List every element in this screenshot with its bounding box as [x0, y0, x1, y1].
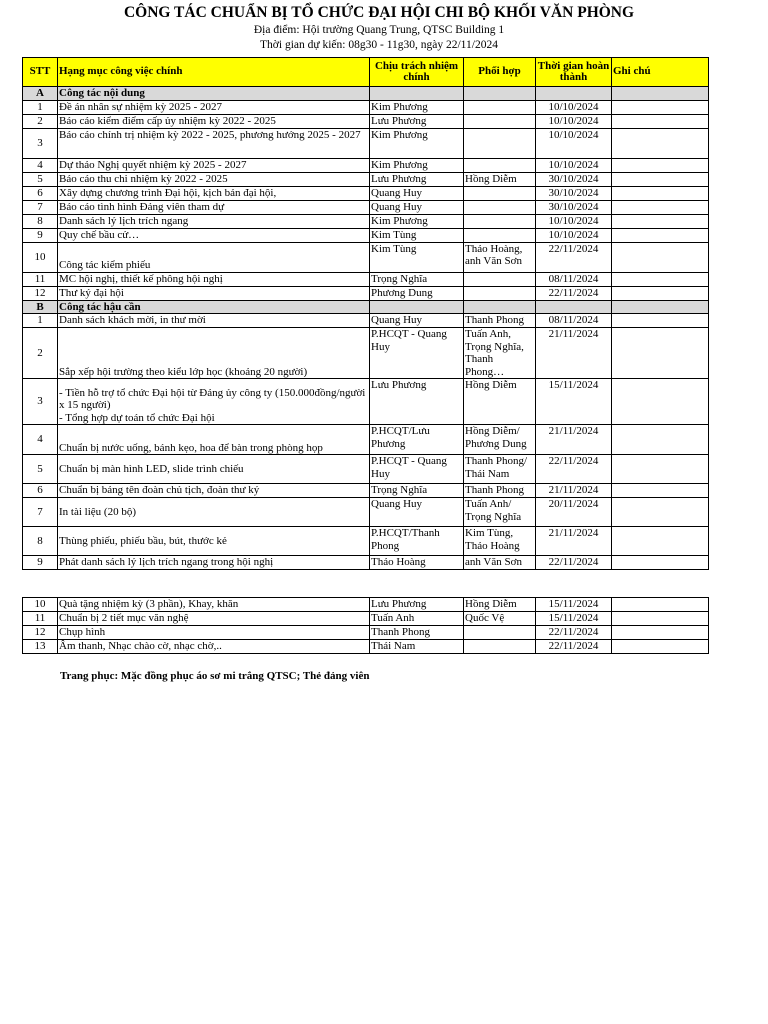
row-date: 08/11/2024 [536, 314, 612, 328]
row-owner: Lưu Phương [370, 114, 464, 128]
row-stt: 9 [23, 556, 58, 570]
row-task: Danh sách lý lịch trích ngang [58, 214, 370, 228]
row-support: Thảo Hoàng, anh Văn Sơn [464, 242, 536, 272]
row-owner: Lưu Phương [370, 598, 464, 612]
row-stt: 4 [23, 158, 58, 172]
row-stt: 5 [23, 455, 58, 484]
row-owner: P.HCQT/Lưu Phương [370, 425, 464, 455]
row-support: Hồng Diễm/ Phương Dung [464, 425, 536, 455]
row-stt: 12 [23, 286, 58, 300]
section-code: A [23, 87, 58, 101]
row-stt: 2 [23, 328, 58, 379]
header-owner: Chịu trách nhiệm chính [370, 58, 464, 87]
row-note [612, 425, 709, 455]
table-row [23, 598, 709, 612]
row-note [612, 158, 709, 172]
row-task: Chuẩn bị 2 tiết mục văn nghệ [58, 612, 370, 626]
row-note [612, 242, 709, 272]
table-row [23, 527, 709, 556]
row-owner: P.HCQT - Quang Huy [370, 455, 464, 484]
row-support [464, 214, 536, 228]
header-row [23, 58, 709, 87]
row-stt: 12 [23, 626, 58, 640]
row-support: anh Văn Sơn [464, 556, 536, 570]
row-stt: 4 [23, 425, 58, 455]
row-date: 22/11/2024 [536, 626, 612, 640]
row-support [464, 272, 536, 286]
table-row [23, 498, 709, 527]
row-stt: 2 [23, 114, 58, 128]
row-date: 22/11/2024 [536, 556, 612, 570]
table-row [23, 200, 709, 214]
row-owner: P.HCQT/Thanh Phong [370, 527, 464, 556]
row-owner: Kim Phương [370, 128, 464, 158]
row-stt: 10 [23, 242, 58, 272]
row-owner: Kim Tùng [370, 242, 464, 272]
task-line-1: - Tiền hỗ trợ tổ chức Đại hội từ Đảng ủy công ty (150.000đồng/người x 15 người) [59, 386, 366, 411]
table-row [23, 455, 709, 484]
row-note [612, 314, 709, 328]
row-note [612, 556, 709, 570]
table-row [23, 242, 709, 272]
row-support: Kim Tùng, Thảo Hoàng [464, 527, 536, 556]
row-task: Danh sách khách mời, in thư mời [58, 314, 370, 328]
row-support: Tuấn Anh, Trọng Nghĩa, Thanh Phong… [464, 328, 536, 379]
table-row [23, 158, 709, 172]
row-note [612, 527, 709, 556]
table-row [23, 425, 709, 455]
table-row [23, 272, 709, 286]
row-stt: 3 [23, 379, 58, 425]
task-table [22, 57, 709, 570]
row-stt: 1 [23, 100, 58, 114]
row-date: 10/10/2024 [536, 228, 612, 242]
row-date: 15/11/2024 [536, 379, 612, 425]
row-note [612, 598, 709, 612]
table-row [23, 228, 709, 242]
row-stt: 9 [23, 228, 58, 242]
row-task: Quy chế bầu cử… [58, 228, 370, 242]
row-task: Báo cáo thu chi nhiệm kỳ 2022 - 2025 [58, 172, 370, 186]
row-owner: Quang Huy [370, 498, 464, 527]
row-task: Quà tặng nhiệm kỳ (3 phần), Khay, khăn [58, 598, 370, 612]
row-note [612, 128, 709, 158]
row-stt: 6 [23, 484, 58, 498]
row-date: 08/11/2024 [536, 272, 612, 286]
row-stt: 11 [23, 612, 58, 626]
row-stt: 3 [23, 128, 58, 158]
row-task: MC hội nghị, thiết kế phông hội nghị [58, 272, 370, 286]
row-note [612, 272, 709, 286]
row-owner: Thảo Hoàng [370, 556, 464, 570]
task-line-2: - Tổng hợp dự toán tổ chức Đại hội [59, 411, 215, 424]
row-note [612, 200, 709, 214]
row-task: Chuẩn bị màn hình LED, slide trình chiếu [58, 455, 370, 484]
row-stt: 7 [23, 498, 58, 527]
row-note [612, 640, 709, 654]
row-support [464, 640, 536, 654]
table-row [23, 114, 709, 128]
row-stt: 10 [23, 598, 58, 612]
row-support [464, 114, 536, 128]
row-task: In tài liệu (20 bộ) [58, 498, 370, 527]
row-support [464, 626, 536, 640]
row-support: Thanh Phong [464, 484, 536, 498]
row-stt: 7 [23, 200, 58, 214]
row-date: 10/10/2024 [536, 214, 612, 228]
row-support: Tuấn Anh/ Trọng Nghĩa [464, 498, 536, 527]
row-date: 15/11/2024 [536, 598, 612, 612]
row-note [612, 228, 709, 242]
table-row [23, 556, 709, 570]
header-support: Phối hợp [464, 58, 536, 87]
location-line: Địa điểm: Hội trường Quang Trung, QTSC Building 1 [253, 24, 505, 36]
section-row-b [23, 300, 709, 314]
header-deadline: Thời gian hoàn thành [536, 58, 612, 87]
row-stt: 13 [23, 640, 58, 654]
row-owner: Trọng Nghĩa [370, 484, 464, 498]
row-note [612, 379, 709, 425]
header-stt: STT [23, 58, 58, 87]
row-owner: Kim Tùng [370, 228, 464, 242]
row-support [464, 228, 536, 242]
row-note [612, 286, 709, 300]
row-date: 30/10/2024 [536, 186, 612, 200]
row-support: Hồng Diễm [464, 379, 536, 425]
row-date: 10/10/2024 [536, 158, 612, 172]
row-note [612, 626, 709, 640]
row-date: 10/10/2024 [536, 114, 612, 128]
row-support [464, 286, 536, 300]
row-owner: Kim Phương [370, 214, 464, 228]
row-stt: 6 [23, 186, 58, 200]
row-support: Hồng Diễm [464, 172, 536, 186]
row-stt: 8 [23, 527, 58, 556]
row-task: Phát danh sách lý lịch trích ngang trong hội nghị [58, 556, 370, 570]
row-stt: 1 [23, 314, 58, 328]
row-note [612, 172, 709, 186]
time-line: Thời gian dự kiến: 08g30 - 11g30, ngày 22/11/2024 [260, 39, 498, 51]
row-owner: Lưu Phương [370, 379, 464, 425]
table-row [23, 186, 709, 200]
row-owner: Tuấn Anh [370, 612, 464, 626]
row-support: Thanh Phong/ Thái Nam [464, 455, 536, 484]
row-task: Thư ký đại hội [58, 286, 370, 300]
row-task: Báo cáo chính trị nhiệm kỳ 2022 - 2025, phương hướng 2025 - 2027 [58, 128, 370, 158]
row-owner: Quang Huy [370, 186, 464, 200]
row-support: Thanh Phong [464, 314, 536, 328]
row-note [612, 214, 709, 228]
row-task [58, 379, 370, 425]
row-stt: 5 [23, 172, 58, 186]
row-note [612, 612, 709, 626]
row-task: Sắp xếp hội trường theo kiểu lớp học (khoảng 20 người) [58, 328, 370, 379]
dress-code-note: Trang phục: Mặc đồng phục áo sơ mi trắng QTSC; Thẻ đảng viên [60, 670, 370, 682]
table-row [23, 286, 709, 300]
row-date: 10/10/2024 [536, 100, 612, 114]
row-task: Báo cáo kiểm điểm cấp ủy nhiệm kỳ 2022 - 2025 [58, 114, 370, 128]
table-row [23, 612, 709, 626]
row-date: 30/10/2024 [536, 200, 612, 214]
row-note [612, 186, 709, 200]
row-date: 20/11/2024 [536, 498, 612, 527]
row-task: Chuẩn bị nước uống, bánh kẹo, hoa để bàn trong phòng họp [58, 425, 370, 455]
row-owner: Quang Huy [370, 314, 464, 328]
row-date: 21/11/2024 [536, 527, 612, 556]
row-task: Xây dựng chương trình Đại hội, kịch bản đại hội, [58, 186, 370, 200]
table-row [23, 484, 709, 498]
row-owner: Thanh Phong [370, 626, 464, 640]
row-task: Đề án nhân sự nhiệm kỳ 2025 - 2027 [58, 100, 370, 114]
row-task: Âm thanh, Nhạc chào cờ, nhạc chờ,.. [58, 640, 370, 654]
row-note [612, 328, 709, 379]
row-task: Công tác kiểm phiếu [58, 242, 370, 272]
row-date: 10/10/2024 [536, 128, 612, 158]
row-owner: Quang Huy [370, 200, 464, 214]
row-stt: 11 [23, 272, 58, 286]
row-date: 21/11/2024 [536, 425, 612, 455]
row-owner: Kim Phương [370, 158, 464, 172]
row-note [612, 100, 709, 114]
row-date: 30/10/2024 [536, 172, 612, 186]
row-date: 22/11/2024 [536, 455, 612, 484]
row-date: 22/11/2024 [536, 640, 612, 654]
row-support [464, 158, 536, 172]
row-support [464, 128, 536, 158]
table-row [23, 626, 709, 640]
row-date: 22/11/2024 [536, 242, 612, 272]
row-date: 15/11/2024 [536, 612, 612, 626]
page-title: CÔNG TÁC CHUẨN BỊ TỔ CHỨC ĐẠI HỘI CHI BỘ KHỐI VĂN PHÒNG [123, 4, 635, 21]
table-row [23, 100, 709, 114]
row-support: Quốc Vệ [464, 612, 536, 626]
row-support [464, 186, 536, 200]
row-task: Báo cáo tình hình Đảng viên tham dự [58, 200, 370, 214]
row-owner: Phương Dung [370, 286, 464, 300]
row-note [612, 455, 709, 484]
task-table-continued [22, 597, 709, 654]
row-task: Thùng phiếu, phiếu bầu, bút, thước kẻ [58, 527, 370, 556]
row-date: 22/11/2024 [536, 286, 612, 300]
table-row [23, 128, 709, 158]
section-label: Công tác hậu cần [58, 300, 370, 314]
table-row [23, 640, 709, 654]
section-label: Công tác nội dung [58, 87, 370, 101]
header-note: Ghi chú [612, 58, 709, 87]
row-owner: Trọng Nghĩa [370, 272, 464, 286]
table-row [23, 214, 709, 228]
row-support [464, 200, 536, 214]
row-note [612, 114, 709, 128]
table-row [23, 328, 709, 379]
table-row [23, 314, 709, 328]
row-owner: Thái Nam [370, 640, 464, 654]
row-owner: Lưu Phương [370, 172, 464, 186]
row-owner: Kim Phương [370, 100, 464, 114]
row-date: 21/11/2024 [536, 328, 612, 379]
table-row [23, 379, 709, 425]
row-task: Dự thảo Nghị quyết nhiệm kỳ 2025 - 2027 [58, 158, 370, 172]
row-owner: P.HCQT - Quang Huy [370, 328, 464, 379]
row-support: Hồng Diễm [464, 598, 536, 612]
table-row [23, 172, 709, 186]
row-stt: 8 [23, 214, 58, 228]
header-task: Hạng mục công việc chính [58, 58, 370, 87]
section-row-a [23, 87, 709, 101]
row-task: Chuẩn bị bảng tên đoàn chủ tịch, đoàn thư ký [58, 484, 370, 498]
row-note [612, 498, 709, 527]
row-note [612, 484, 709, 498]
row-task: Chụp hình [58, 626, 370, 640]
row-support [464, 100, 536, 114]
section-code: B [23, 300, 58, 314]
row-date: 21/11/2024 [536, 484, 612, 498]
